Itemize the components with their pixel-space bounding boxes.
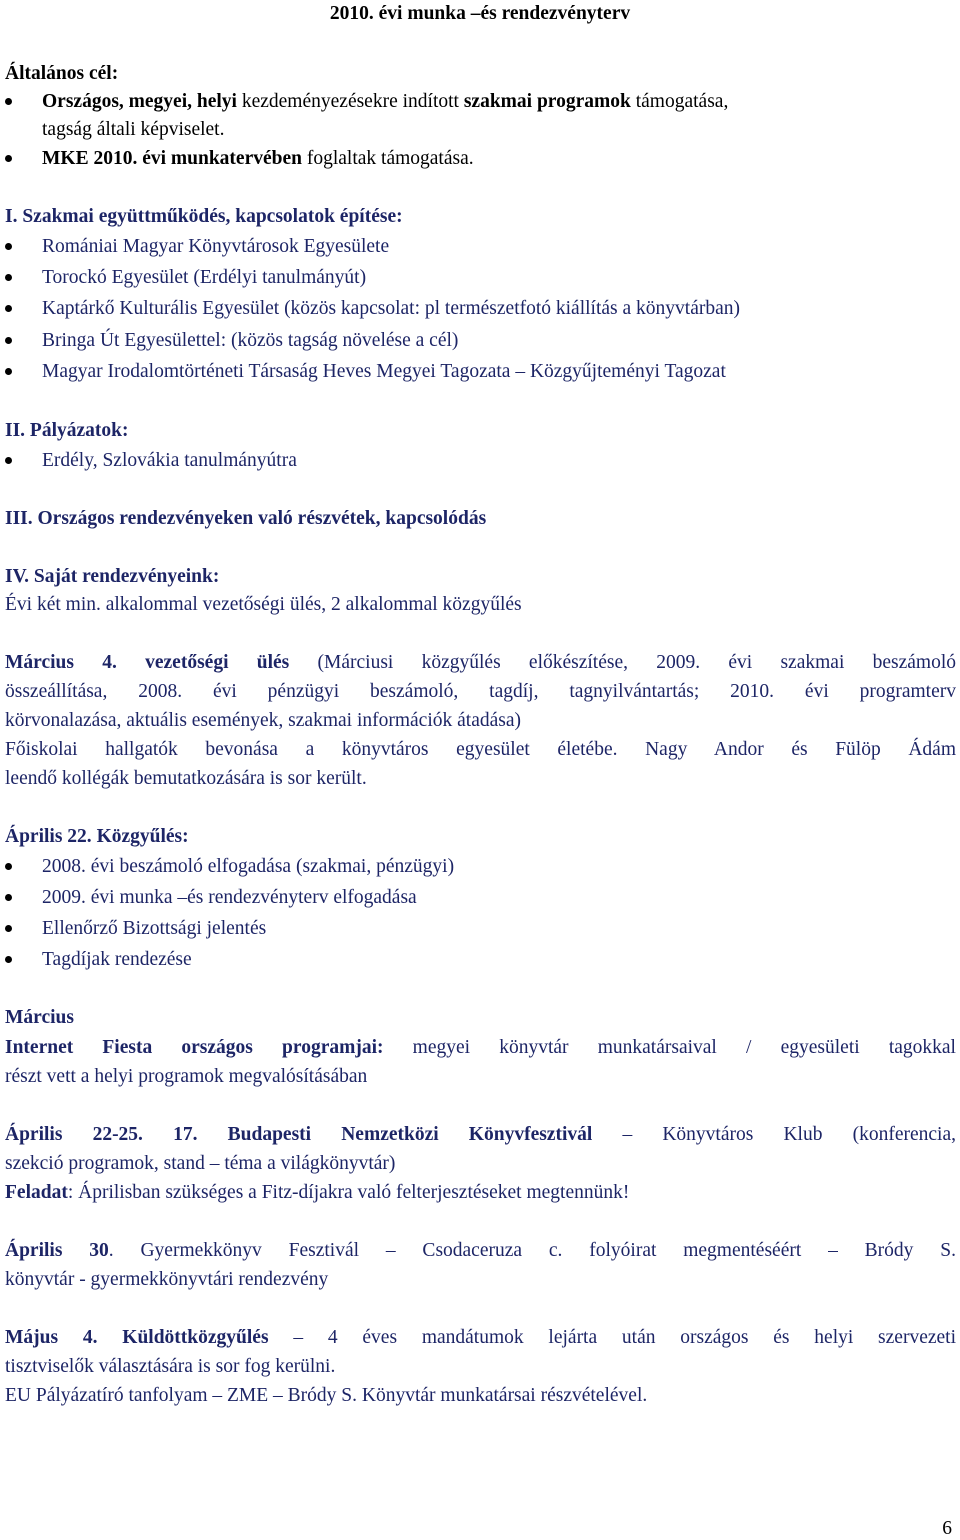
general-heading: Általános cél:	[5, 63, 119, 84]
april2225-line1	[5, 1123, 956, 1146]
may4-line1	[5, 1326, 956, 1349]
may4-line3: EU Pályázatíró tanfolyam – ZME – Bródy S. Könyvtár munkatársai részvételével.	[5, 1385, 648, 1406]
april2225-l1-rest: – Könyvtáros Klub (konferencia,	[592, 1124, 957, 1145]
april22-item-text: Ellenőrző Bizottsági jelentés	[42, 918, 267, 939]
section1-item-text: Romániai Magyar Könyvtárosok Egyesülete	[42, 236, 390, 257]
april22-item-text: 2009. évi munka –és rendezvényterv elfogadása	[42, 887, 417, 908]
march4-line3: körvonalazása, aktuális események, szakmai információk átadása)	[5, 710, 521, 731]
march4-line1	[5, 651, 956, 674]
document-title: 2010. évi munka –és rendezvényterv	[329, 3, 631, 24]
may4-bold: Küldöttközgyűlés	[122, 1327, 269, 1348]
fiesta-line1	[5, 1036, 956, 1059]
section1-item-text: Kaptárkő Kulturális Egyesület (közös kapcsolat: pl természetfotó kiállítás a könyvtárban)	[42, 298, 741, 319]
march4-line2: összeállítása, 2008. évi pénzügyi beszámoló, tagdíj, tagnyilvántartás; 2010. évi programterv	[5, 681, 956, 702]
fiesta-bold: Internet Fiesta országos programjai:	[5, 1037, 384, 1058]
april2225-task-bold: Feladat	[5, 1182, 68, 1203]
section4-heading: IV. Saját rendezvényeink:	[5, 566, 220, 587]
section1-heading: I. Szakmai együttműködés, kapcsolatok építése:	[5, 206, 403, 227]
section1-item-text: Magyar Irodalomtörténeti Társaság Heves Megyei Tagozata – Közgyűjteményi Tagozat	[42, 361, 726, 382]
bullet-icon	[5, 457, 12, 464]
bullet-icon	[5, 243, 12, 250]
general-b2-bold: MKE 2010. évi munkatervében	[42, 148, 302, 169]
page-number: 6	[942, 1518, 952, 1539]
april2225-bold: Budapesti Nemzetközi Könyvfesztivál	[227, 1124, 593, 1145]
bullet-icon	[5, 925, 12, 932]
may4-line2: tisztviselők választására is sor fog kerülni.	[5, 1356, 336, 1377]
march4-line4: Főiskolai hallgatók bevonása a könyvtáros egyesület életébe. Nagy Andor és Fülöp Ádám	[5, 739, 956, 760]
general-b1-mid: kezdeményezésekre indított	[236, 91, 464, 112]
bullet-icon	[5, 155, 12, 162]
section1-item-text: Torockó Egyesület (Erdélyi tanulmányút)	[42, 267, 367, 288]
april22-item-text: 2008. évi beszámoló elfogadása (szakmai, pénzügyi)	[42, 856, 455, 877]
march4-line5: leendő kollégák bemutatkozására is sor került.	[5, 768, 367, 789]
april22-date: Április 22.	[5, 826, 92, 847]
bullet-icon	[5, 368, 12, 375]
general-b1-end: támogatása,	[630, 91, 729, 112]
april22-item-text: Tagdíjak rendezése	[42, 949, 192, 970]
april2225-line2: szekció programok, stand – téma a világkönyvtár)	[5, 1153, 396, 1174]
april22-heading	[5, 825, 189, 848]
april22-bold: Közgyűlés:	[96, 826, 189, 847]
fiesta-line2: részt vett a helyi programok megvalósításában	[5, 1066, 368, 1087]
april2225-task	[5, 1181, 629, 1204]
section1-item-text: Bringa Út Egyesülettel: (közös tagság növelése a cél)	[42, 330, 459, 351]
general-b1-continuation: tagság általi képviselet.	[42, 119, 225, 140]
general-b2-rest: foglaltak támogatása.	[301, 148, 474, 169]
fiesta-month: Március	[5, 1007, 74, 1028]
march4-bold: vezetőségi ülés	[145, 652, 290, 673]
may4-date: Május 4.	[5, 1327, 98, 1348]
april30-line1	[5, 1239, 956, 1262]
april2225-task-rest: : Áprilisban szükséges a Fitz-díjakra való felterjesztéseket megtennünk!	[67, 1182, 630, 1203]
bullet-icon	[5, 98, 12, 105]
general-b1-bold1: Országos, megyei, helyi	[42, 91, 237, 112]
bullet-icon	[5, 274, 12, 281]
general-b1-bold2: szakmai programok	[463, 91, 631, 112]
bullet-icon	[5, 337, 12, 344]
section4-line: Évi két min. alkalommal vezetőségi ülés, 2 alkalommal közgyűlés	[5, 594, 522, 615]
march4-l1-rest: (Márciusi közgyűlés előkészítése, 2009. évi szakmai beszámoló	[289, 652, 957, 673]
section3-heading: III. Országos rendezvényeken való részvétek, kapcsolódás	[5, 508, 487, 529]
fiesta-l1-rest: megyei könyvtár munkatársaival / egyesületi tagokkal	[383, 1037, 956, 1058]
bullet-icon	[5, 956, 12, 963]
april30-line2: könyvtár - gyermekkönyvtári rendezvény	[5, 1269, 329, 1290]
bullet-icon	[5, 863, 12, 870]
april30-l1-rest: . Gyermekkönyv Fesztivál – Csodaceruza c. folyóirat megmentéséért – Bródy S.	[108, 1240, 956, 1261]
bullet-icon	[5, 305, 12, 312]
april2225-date: Április 22-25. 17.	[5, 1124, 198, 1145]
bullet-icon	[5, 894, 12, 901]
section2-item-text: Erdély, Szlovákia tanulmányútra	[42, 450, 297, 471]
april30-date: Április 30	[5, 1240, 109, 1261]
march4-date: Március 4.	[5, 652, 117, 673]
may4-l1-rest: – 4 éves mandátumok lejárta után országos és helyi szervezeti	[268, 1327, 957, 1348]
section2-heading: II. Pályázatok:	[5, 420, 129, 441]
